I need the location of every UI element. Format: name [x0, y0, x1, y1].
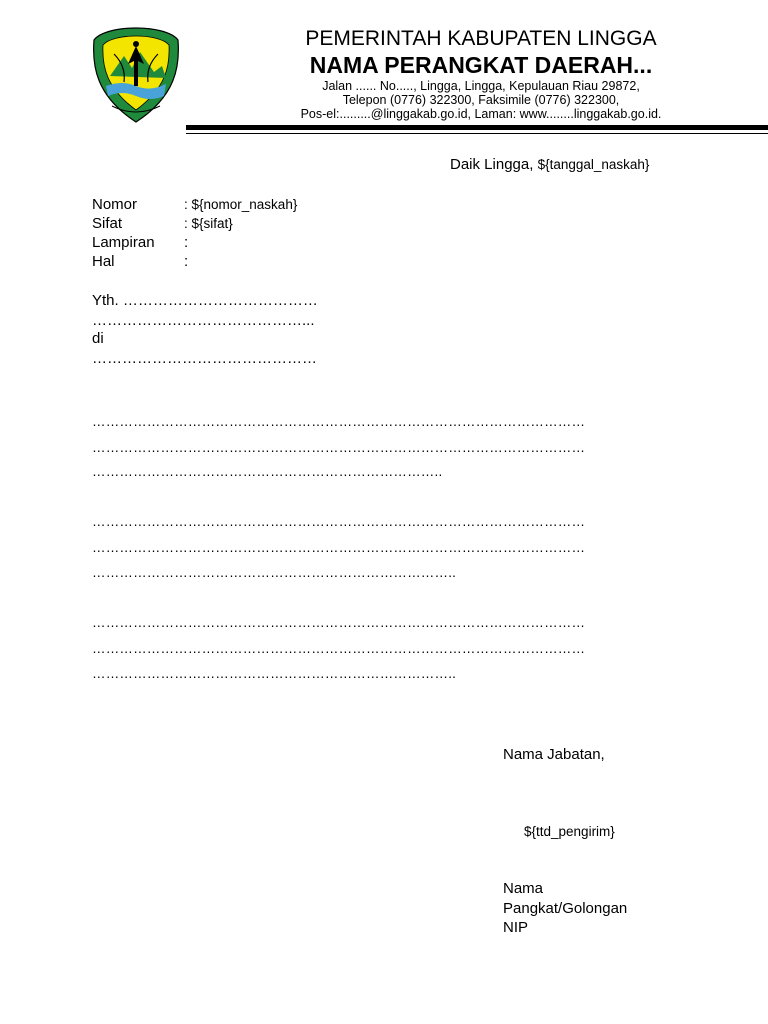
- meta-label-lampiran: Lampiran: [92, 234, 155, 251]
- meta-value-hal: :: [184, 253, 189, 270]
- date-place: Daik Lingga,: [450, 156, 538, 173]
- recipient-di: di: [92, 330, 104, 347]
- paragraph-3-line-3: ……………………………………………………………………..: [92, 666, 457, 681]
- header-address: Jalan ...... No....., Lingga, Lingga, Kepulauan Riau 29872,: [322, 79, 640, 93]
- paragraph-3-line-2: ………………………………………………………………………………………………: [92, 641, 586, 656]
- paragraph-2-line-3: ……………………………………………………………………..: [92, 565, 457, 580]
- paragraph-2-line-2: ………………………………………………………………………………………………: [92, 540, 586, 555]
- paragraph-2-line-1: ………………………………………………………………………………………………: [92, 514, 586, 529]
- date-value: ${tanggal_naskah}: [537, 157, 650, 172]
- header-phone: Telepon (0776) 322300, Faksimile (0776) 322300,: [342, 93, 620, 107]
- meta-label-nomor: Nomor: [92, 196, 138, 213]
- paragraph-3-line-1: ………………………………………………………………………………………………: [92, 615, 586, 630]
- signature-rank: Pangkat/Golongan: [503, 900, 628, 917]
- meta-value-sifat: : ${sifat}: [184, 216, 233, 231]
- meta-label-hal: Hal: [92, 253, 115, 270]
- paragraph-1-line-1: ………………………………………………………………………………………………: [92, 414, 586, 429]
- meta-label-sifat: Sifat: [92, 215, 123, 232]
- recipient-place: ………………………………………: [92, 350, 317, 367]
- signature-placeholder: ${ttd_pengirim}: [524, 824, 615, 839]
- paragraph-1-line-3: …………………………………………………………………..: [92, 464, 443, 479]
- meta-value-lampiran: :: [184, 234, 189, 251]
- signature-name: Nama: [503, 880, 544, 897]
- letter-date: [450, 156, 649, 174]
- header-agency-name: NAMA PERANGKAT DAERAH...: [309, 52, 653, 78]
- meta-value-nomor: : ${nomor_naskah}: [184, 197, 298, 212]
- header-email: Pos-el:.........@linggakab.go.id, Laman: www........linggakab.go.id.: [300, 107, 662, 121]
- header-government: PEMERINTAH KABUPATEN LINGGA: [305, 27, 657, 50]
- signature-title: Nama Jabatan,: [503, 746, 605, 763]
- letterhead-rule-thick: [186, 125, 768, 130]
- signature-nip: NIP: [503, 919, 529, 936]
- letterhead-rule-thin: [186, 133, 768, 134]
- recipient-line: ……………………………………...: [92, 312, 315, 329]
- paragraph-1-line-2: ………………………………………………………………………………………………: [92, 440, 586, 455]
- lingga-regency-emblem-icon: [92, 26, 180, 124]
- recipient-yth: Yth. …………………………………: [92, 292, 318, 309]
